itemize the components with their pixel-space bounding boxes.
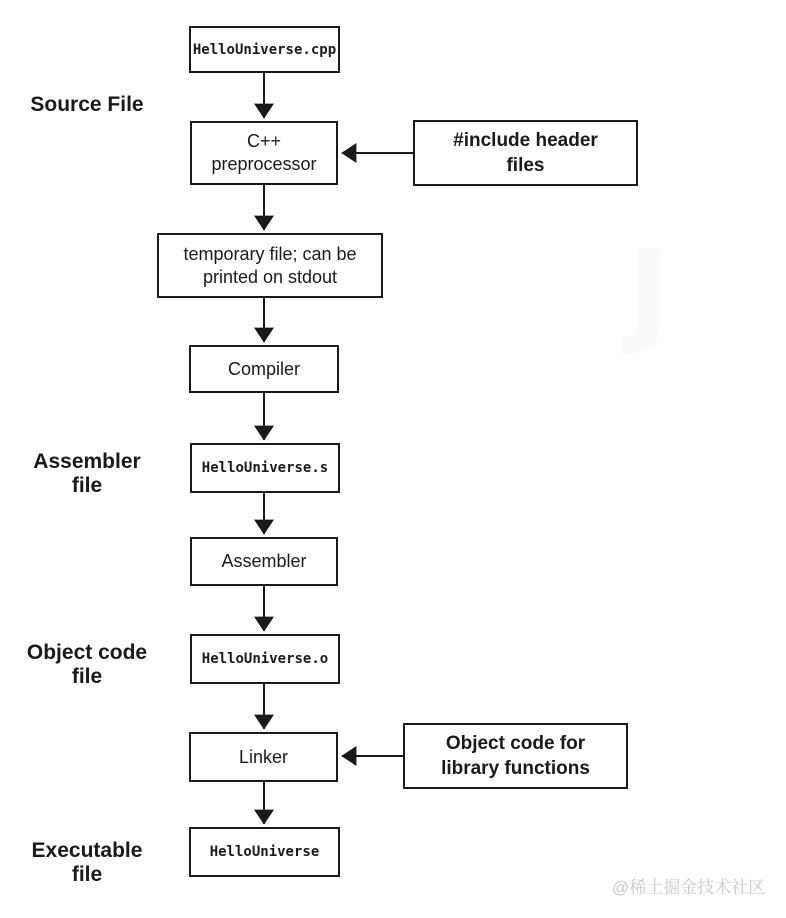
source-file-box bbox=[189, 26, 340, 73]
temporary-file-label-line1: temporary file; can be bbox=[183, 243, 357, 264]
compiler-box bbox=[189, 345, 339, 393]
object-code-label: HelloUniverse.o bbox=[201, 651, 329, 667]
stage-label-source-file-text: Source File bbox=[30, 93, 144, 116]
stage-label-object-code-file bbox=[2, 641, 172, 689]
compiler-label: Compiler bbox=[227, 358, 301, 379]
stage-label-object-code-file-line1: Object code bbox=[26, 641, 148, 664]
include-headers-label-line2: files bbox=[506, 155, 545, 176]
preprocessor-label-line2: preprocessor bbox=[211, 154, 317, 174]
library-objects-label-line1: Object code for bbox=[445, 733, 586, 754]
include-headers-box bbox=[413, 120, 638, 186]
temporary-file-label-line2: printed on stdout bbox=[202, 266, 338, 287]
stage-label-executable-file bbox=[12, 839, 162, 887]
assembler-label: Assembler bbox=[221, 551, 307, 571]
linker-label: Linker bbox=[238, 746, 289, 767]
stage-label-assembler-file-line1: Assembler bbox=[33, 450, 141, 473]
watermark-text: @稀土掘金技术社区 bbox=[612, 878, 766, 897]
stage-label-assembler-file-line2: file bbox=[71, 474, 103, 497]
faint-watermark-glyph: J bbox=[628, 228, 670, 358]
stage-label-executable-file-line2: file bbox=[71, 863, 103, 886]
stage-label-source-file bbox=[12, 93, 162, 117]
linker-box bbox=[189, 732, 338, 782]
assembly-file-label: HelloUniverse.s bbox=[201, 460, 329, 476]
preprocessor-box bbox=[190, 121, 338, 185]
assembler-box bbox=[190, 537, 338, 586]
assembly-file-box bbox=[190, 443, 340, 493]
stage-label-executable-file-line1: Executable bbox=[31, 839, 143, 862]
stage-label-assembler-file bbox=[12, 450, 162, 498]
preprocessor-label-line1: C++ bbox=[246, 131, 282, 151]
executable-box bbox=[189, 827, 340, 877]
temporary-file-box bbox=[157, 233, 383, 298]
object-code-box bbox=[190, 634, 340, 684]
executable-label: HelloUniverse bbox=[209, 844, 320, 860]
include-headers-label-line1: #include header bbox=[453, 130, 598, 151]
stage-label-object-code-file-line2: file bbox=[71, 665, 103, 688]
source-file-label: HelloUniverse.cpp bbox=[192, 41, 337, 58]
library-objects-label-line2: library functions bbox=[441, 758, 590, 779]
library-objects-box bbox=[403, 723, 628, 789]
